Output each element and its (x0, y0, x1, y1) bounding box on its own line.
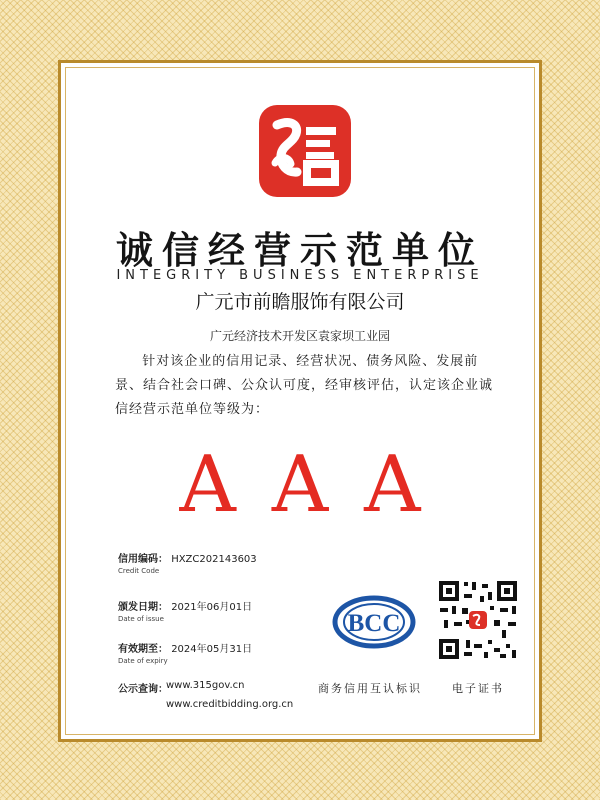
credit-code-english-label: Credit Code (118, 567, 160, 575)
expiry-date-block (118, 640, 252, 665)
bcc-caption: 商务信用互认标识 (318, 682, 422, 695)
credit-grade: AAA (179, 440, 457, 530)
bcc-logo-icon (330, 593, 418, 651)
website-link-2[interactable]: www.creditbidding.org.cn (166, 699, 294, 710)
credit-code-block (118, 550, 257, 575)
public-query-label: 公示查询： (118, 684, 168, 695)
company-address: 广元经济技术开发区袁家坝工业园 (209, 329, 390, 343)
integrity-seal-icon (257, 103, 353, 199)
certificate-title: 诚信经营示范单位 (116, 228, 484, 272)
certificate-english-title: INTEGRITY BUSINESS ENTERPRISE (116, 268, 484, 283)
credit-code-label: 信用编码： (118, 554, 168, 565)
qr-code-icon[interactable] (436, 578, 520, 662)
certificate-body-text: 针对该企业的信用记录、经营状况、债务风险、发展前景、结合社会口碑、公众认可度，经审核评估，认定该企业诚信经营示范单位等级为： (115, 354, 494, 417)
issue-date-value: 2021年06月01日 (171, 602, 253, 613)
bcc-logo-text: BCC (347, 610, 401, 637)
issue-date-block (118, 598, 252, 623)
issue-date-label: 颁发日期： (118, 602, 168, 613)
website-link-1[interactable]: www.315gov.cn (166, 680, 245, 691)
expiry-date-label: 有效期至： (118, 644, 168, 655)
company-name: 广元市前瞻服饰有限公司 (195, 291, 405, 313)
public-query-block (118, 680, 168, 695)
credit-code-value: HXZC202143603 (171, 554, 257, 565)
expiry-date-english-label: Date of expiry (118, 657, 168, 665)
issue-date-english-label: Date of issue (118, 615, 164, 623)
qr-caption: 电子证书 (452, 682, 504, 695)
expiry-date-value: 2024年05月31日 (171, 644, 253, 655)
